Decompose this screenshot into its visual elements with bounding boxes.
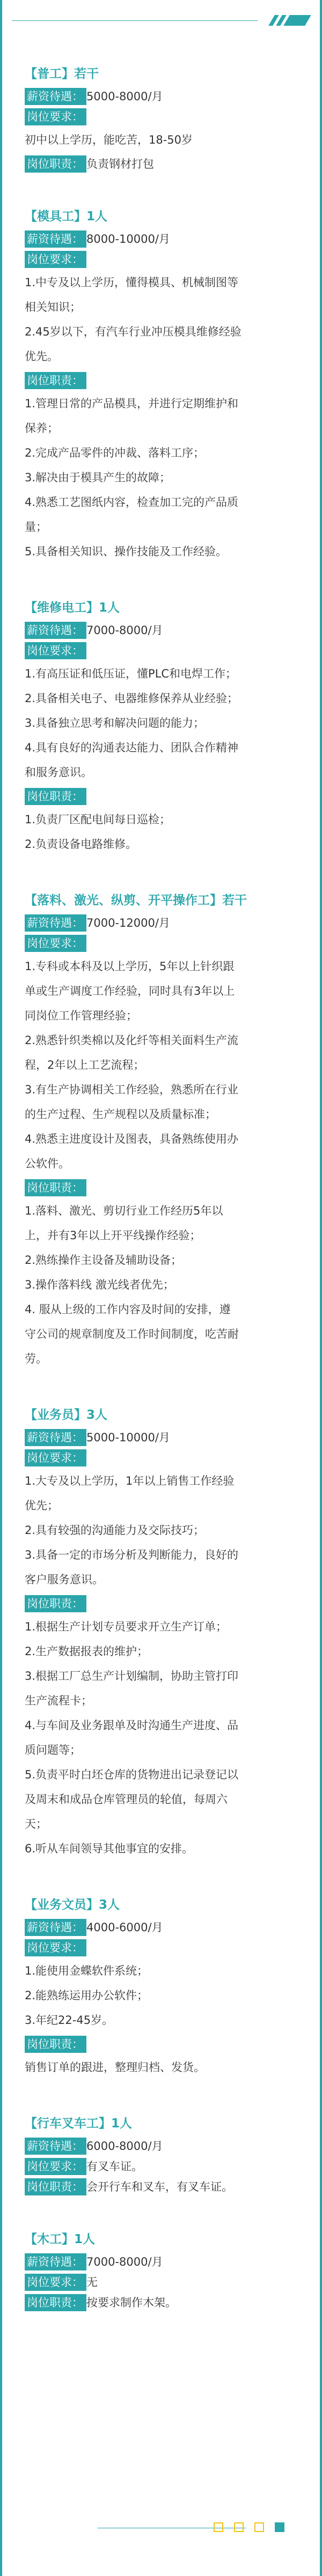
left-border — [0, 0, 2, 2576]
duty-item: 天； — [25, 1818, 47, 1830]
requirement-item: 优先； — [25, 1499, 58, 1512]
salary-label: 薪资待遇： — [25, 230, 86, 248]
job-title: 【木工】1人 — [25, 2232, 96, 2246]
requirement-label: 岗位要求： — [25, 935, 86, 952]
job-title: 【行车叉车工】1人 — [25, 2117, 133, 2131]
requirement-item: 1.有高压证和低压证，懂PLC和电焊工作； — [25, 667, 237, 680]
duty-item: 及周末和成品仓库管理员的轮值，每周六 — [25, 1793, 228, 1806]
duty-item: 2.生产数据报表的维护； — [25, 1645, 149, 1658]
duty-value: 会开行车和叉车，有叉车证。 — [86, 2180, 233, 2193]
salary-row — [25, 88, 297, 105]
duty-item: 6.听从车间领导其他事宜的安排。 — [25, 1842, 194, 1855]
duty-row — [25, 788, 297, 805]
job-section — [25, 206, 297, 564]
requirement-value: 无 — [86, 2276, 98, 2289]
requirement-item: 4.具有良好的沟通表达能力、团队合作精神 — [25, 741, 239, 754]
duty-item: 2.熟练操作主设备及辅助设备； — [25, 1254, 182, 1267]
job-title: 【模具工】1人 — [25, 210, 108, 224]
requirement-item: 单或生产调度工作经验，同时具有3年以上 — [25, 985, 235, 997]
duty-list — [25, 1198, 297, 1371]
requirement-label: 岗位要求： — [25, 251, 86, 268]
requirement-item: 2.具备相关电子、电器维修保养从业经验； — [25, 692, 239, 705]
duty-item: 2.完成产品零件的冲裁、落料工序； — [25, 446, 205, 459]
requirement-item: 3.年纪22-45岁。 — [25, 2014, 114, 2027]
salary-label: 薪资待遇： — [25, 622, 86, 639]
duty-item: 1.根据生产计划专员要求开立生产订单； — [25, 1620, 228, 1633]
salary-row — [25, 914, 297, 932]
duty-item: 5.具备相关知识、操作技能及工作经验。 — [25, 545, 228, 558]
footer-squares — [214, 2522, 294, 2534]
duty-label: 岗位职责： — [25, 372, 86, 389]
right-border — [320, 0, 322, 2576]
duty-item: 劳。 — [25, 1352, 47, 1365]
requirement-item: 2.能熟练运用办公软件； — [25, 1989, 149, 2002]
requirement-item: 优先。 — [25, 350, 58, 363]
duty-item: 生产流程卡； — [25, 1694, 92, 1707]
salary-value: 8000-10000/月 — [86, 233, 170, 245]
requirement-row — [25, 2158, 297, 2175]
salary-value: 7000-8000/月 — [86, 2255, 163, 2268]
requirement-item: 3.具备一定的市场分析及判断能力，良好的 — [25, 1548, 239, 1561]
job-section — [25, 597, 297, 857]
duty-item: 1.负责厂区配电间每日巡检； — [25, 813, 171, 826]
duty-list — [25, 2055, 297, 2080]
salary-row — [25, 622, 297, 639]
salary-value: 7000-12000/月 — [86, 917, 170, 929]
stripe-3 — [283, 15, 311, 26]
salary-row — [25, 1919, 297, 1936]
duty-item: 1.落料、激光、剪切行业工作经历5年以 — [25, 1204, 223, 1217]
duty-row — [25, 372, 297, 389]
salary-value: 5000-10000/月 — [86, 1431, 170, 1444]
duty-item: 3.操作落料线 激光线者优先； — [25, 1278, 174, 1291]
requirement-label: 岗位要求： — [25, 108, 86, 125]
salary-value: 4000-6000/月 — [86, 1921, 163, 1934]
requirement-item: 公软件。 — [25, 1157, 70, 1170]
header-decoration — [12, 10, 310, 31]
duty-label: 岗位职责： — [25, 1179, 86, 1196]
job-list — [25, 63, 297, 2344]
requirement-row — [25, 251, 297, 268]
requirement-row — [25, 1449, 297, 1466]
requirement-label: 岗位要求： — [25, 2158, 86, 2175]
requirement-row — [25, 1939, 297, 1956]
duty-label: 岗位职责： — [25, 155, 86, 173]
duty-row — [25, 1595, 297, 1612]
duty-row — [25, 2036, 297, 2053]
requirement-item: 客户服务意识。 — [25, 1573, 104, 1586]
duty-list — [25, 807, 297, 857]
requirement-list — [25, 954, 297, 1176]
duty-item: 5.负责平时白坯仓库的货物进出记录登记以 — [25, 1768, 239, 1781]
duty-list — [25, 1614, 297, 1861]
duty-label: 岗位职责： — [25, 2036, 86, 2053]
duty-item: 上，并有3年以上开平线操作经验； — [25, 1229, 201, 1242]
requirement-item: 3.具备独立思考和解决问题的能力； — [25, 717, 205, 729]
requirement-item: 1.能使用金蝶软件系统； — [25, 1964, 149, 1977]
job-section — [25, 2229, 297, 2311]
duty-value: 负责钢材打包 — [86, 158, 154, 170]
job-section — [25, 63, 297, 173]
requirement-list — [25, 128, 297, 152]
requirement-item: 的生产过程、生产规程以及质量标准； — [25, 1108, 216, 1121]
salary-label: 薪资待遇： — [25, 1919, 86, 1936]
requirement-value: 有叉车证。 — [86, 2160, 143, 2173]
duty-item: 2.负责设备电路维修。 — [25, 838, 137, 851]
job-section — [25, 1404, 297, 1861]
requirement-item: 4.熟悉主进度设计及图表，具备熟练使用办 — [25, 1133, 239, 1145]
requirement-item: 初中以上学历，能吃苦，18-50岁 — [25, 133, 193, 146]
duty-row — [25, 2178, 297, 2195]
requirement-item: 同岗位工作管理经验； — [25, 1009, 137, 1022]
duty-item: 4. 服从上级的工作内容及时间的安排，遵 — [25, 1303, 231, 1316]
job-title: 【业务文员】3人 — [25, 1898, 120, 1912]
duty-item: 保养； — [25, 422, 58, 435]
job-section — [25, 1894, 297, 2080]
requirement-item: 2.熟悉针织类棉以及化纤等相关面料生产流 — [25, 1034, 239, 1047]
requirement-label: 岗位要求： — [25, 642, 86, 659]
footer-decoration — [12, 2520, 310, 2536]
duty-list — [25, 391, 297, 564]
salary-label: 薪资待遇： — [25, 2138, 86, 2155]
requirement-row — [25, 2274, 297, 2291]
duty-value: 按要求制作木架。 — [86, 2296, 177, 2309]
salary-row — [25, 1429, 297, 1446]
duty-item: 1.管理日常的产品模具，并进行定期维护和 — [25, 397, 239, 410]
duty-label: 岗位职责： — [25, 1595, 86, 1612]
requirement-row — [25, 108, 297, 125]
requirement-list — [25, 661, 297, 785]
duty-row — [25, 1179, 297, 1196]
duty-row — [25, 2294, 297, 2311]
requirement-label: 岗位要求： — [25, 1939, 86, 1956]
requirement-item: 1.中专及以上学历，懂得模具、机械制图等 — [25, 276, 239, 289]
job-title: 【普工】若干 — [25, 67, 99, 81]
salary-value: 5000-8000/月 — [86, 90, 163, 103]
requirement-row — [25, 935, 297, 952]
requirement-item: 程，2年以上工艺流程； — [25, 1059, 145, 1071]
duty-row — [25, 155, 297, 173]
square-filled — [275, 2522, 284, 2532]
header-stripes — [262, 15, 310, 27]
salary-label: 薪资待遇： — [25, 2253, 86, 2270]
square-outline-1 — [214, 2522, 223, 2532]
requirement-list — [25, 1959, 297, 2032]
salary-row — [25, 2138, 297, 2155]
job-title: 【业务员】3人 — [25, 1408, 108, 1422]
square-outline-2 — [234, 2522, 244, 2532]
salary-label: 薪资待遇： — [25, 914, 86, 932]
requirement-list — [25, 1469, 297, 1592]
header-divider — [12, 20, 258, 21]
requirement-label: 岗位要求： — [25, 2274, 86, 2291]
job-title: 【落料、激光、纵剪、开平操作工】若干 — [25, 894, 247, 907]
job-section — [25, 890, 297, 1371]
salary-label: 薪资待遇： — [25, 1429, 86, 1446]
job-section — [25, 2113, 297, 2195]
requirement-item: 1.专科或本科及以上学历，5年以上针织跟 — [25, 960, 235, 973]
duty-label: 岗位职责： — [25, 788, 86, 805]
salary-row — [25, 230, 297, 248]
job-title: 【维修电工】1人 — [25, 601, 120, 615]
square-outline-3 — [254, 2522, 264, 2532]
requirement-item: 相关知识； — [25, 301, 81, 314]
duty-label: 岗位职责： — [25, 2294, 86, 2311]
duty-label: 岗位职责： — [25, 2178, 86, 2195]
requirement-item: 1.大专及以上学历，1年以上销售工作经验 — [25, 1475, 235, 1487]
duty-item: 3.解决由于模具产生的故障； — [25, 471, 171, 484]
duty-item: 3.根据工厂总生产计划编制，协助主管打印 — [25, 1670, 239, 1682]
requirement-item: 和服务意识。 — [25, 766, 92, 779]
duty-item: 量； — [25, 520, 47, 533]
requirement-label: 岗位要求： — [25, 1449, 86, 1466]
duty-item: 4.与车间及业务跟单及时沟通生产进度、品 — [25, 1719, 239, 1732]
duty-item: 质问题等； — [25, 1744, 81, 1756]
requirement-item: 2.具有较强的沟通能力及交际技巧； — [25, 1524, 205, 1537]
requirement-item: 2.45岁以下，有汽车行业冲压模具维修经验 — [25, 325, 241, 338]
requirement-item: 3.有生产协调相关工作经验，熟悉所在行业 — [25, 1083, 239, 1096]
salary-value: 7000-8000/月 — [86, 624, 163, 637]
salary-value: 6000-8000/月 — [86, 2140, 163, 2153]
salary-label: 薪资待遇： — [25, 88, 86, 105]
requirement-row — [25, 642, 297, 659]
salary-row — [25, 2253, 297, 2270]
duty-item: 销售订单的跟进，整理归档、发货。 — [25, 2061, 205, 2074]
duty-item: 4.熟悉工艺图纸内容，检查加工完的产品质 — [25, 496, 239, 509]
duty-item: 守公司的规章制度及工作时间制度，吃苦耐 — [25, 1328, 239, 1341]
requirement-list — [25, 270, 297, 369]
